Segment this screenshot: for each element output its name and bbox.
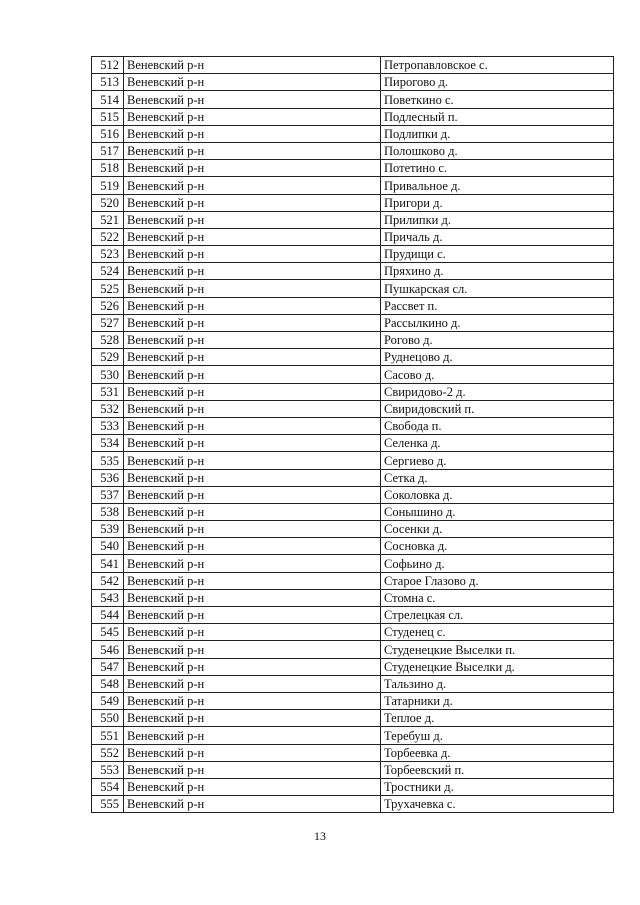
- district-cell: Веневский р-н: [124, 641, 381, 658]
- district-cell: Веневский р-н: [124, 349, 381, 366]
- settlement-cell: Софьино д.: [381, 555, 614, 572]
- row-number-cell: 514: [92, 91, 124, 108]
- row-number-cell: 516: [92, 125, 124, 142]
- row-number-cell: 543: [92, 589, 124, 606]
- table-row: [92, 572, 614, 589]
- table-row: [92, 469, 614, 486]
- settlement-cell: Старое Глазово д.: [381, 572, 614, 589]
- settlement-cell: Сонышино д.: [381, 503, 614, 520]
- table-row: [92, 349, 614, 366]
- settlement-cell: Привальное д.: [381, 177, 614, 194]
- district-cell: Веневский р-н: [124, 675, 381, 692]
- row-number-cell: 535: [92, 452, 124, 469]
- settlement-cell: Студенецкие Выселки д.: [381, 658, 614, 675]
- row-number-cell: 526: [92, 297, 124, 314]
- table-row: [92, 692, 614, 709]
- settlement-cell: Причаль д.: [381, 228, 614, 245]
- settlement-cell: Пирогово д.: [381, 74, 614, 91]
- row-number-cell: 513: [92, 74, 124, 91]
- settlement-cell: Татарники д.: [381, 692, 614, 709]
- district-cell: Веневский р-н: [124, 521, 381, 538]
- settlement-cell: Прилипки д.: [381, 211, 614, 228]
- settlement-cell: Подлипки д.: [381, 125, 614, 142]
- table-row: [92, 108, 614, 125]
- settlement-cell: Сергиево д.: [381, 452, 614, 469]
- row-number-cell: 534: [92, 435, 124, 452]
- table-row: [92, 280, 614, 297]
- settlement-cell: Селенка д.: [381, 435, 614, 452]
- district-cell: Веневский р-н: [124, 692, 381, 709]
- table-row: [92, 589, 614, 606]
- table-row: [92, 778, 614, 795]
- table-row: [92, 228, 614, 245]
- table-row: [92, 263, 614, 280]
- settlement-cell: Потетино с.: [381, 160, 614, 177]
- row-number-cell: 539: [92, 521, 124, 538]
- table-row: [92, 607, 614, 624]
- settlement-cell: Прудищи с.: [381, 246, 614, 263]
- district-cell: Веневский р-н: [124, 796, 381, 813]
- row-number-cell: 512: [92, 57, 124, 74]
- table-row: [92, 125, 614, 142]
- table-row: [92, 486, 614, 503]
- table-row: [92, 383, 614, 400]
- table-row: [92, 435, 614, 452]
- table-row: [92, 761, 614, 778]
- settlement-cell: Рогово д.: [381, 332, 614, 349]
- table-row: [92, 452, 614, 469]
- row-number-cell: 553: [92, 761, 124, 778]
- row-number-cell: 521: [92, 211, 124, 228]
- district-cell: Веневский р-н: [124, 142, 381, 159]
- settlement-cell: Рассвет п.: [381, 297, 614, 314]
- district-cell: Веневский р-н: [124, 228, 381, 245]
- row-number-cell: 519: [92, 177, 124, 194]
- table-row: [92, 332, 614, 349]
- table-row: [92, 555, 614, 572]
- table-row: [92, 624, 614, 641]
- district-cell: Веневский р-н: [124, 91, 381, 108]
- settlement-cell: Сетка д.: [381, 469, 614, 486]
- settlement-cell: Пряхино д.: [381, 263, 614, 280]
- table-row: [92, 538, 614, 555]
- row-number-cell: 515: [92, 108, 124, 125]
- district-cell: Веневский р-н: [124, 211, 381, 228]
- page-number: 13: [314, 829, 326, 843]
- district-cell: Веневский р-н: [124, 624, 381, 641]
- settlement-cell: Студенец с.: [381, 624, 614, 641]
- settlement-cell: Сосновка д.: [381, 538, 614, 555]
- district-cell: Веневский р-н: [124, 177, 381, 194]
- district-cell: Веневский р-н: [124, 572, 381, 589]
- district-cell: Веневский р-н: [124, 160, 381, 177]
- row-number-cell: 549: [92, 692, 124, 709]
- district-cell: Веневский р-н: [124, 778, 381, 795]
- row-number-cell: 517: [92, 142, 124, 159]
- table-row: [92, 74, 614, 91]
- district-cell: Веневский р-н: [124, 761, 381, 778]
- settlement-cell: Соколовка д.: [381, 486, 614, 503]
- settlement-cell: Теребуш д.: [381, 727, 614, 744]
- row-number-cell: 536: [92, 469, 124, 486]
- settlement-cell: Торбеевский п.: [381, 761, 614, 778]
- row-number-cell: 554: [92, 778, 124, 795]
- district-cell: Веневский р-н: [124, 744, 381, 761]
- row-number-cell: 550: [92, 710, 124, 727]
- district-cell: Веневский р-н: [124, 366, 381, 383]
- table-row: [92, 91, 614, 108]
- district-cell: Веневский р-н: [124, 503, 381, 520]
- table-row: [92, 417, 614, 434]
- row-number-cell: 551: [92, 727, 124, 744]
- district-cell: Веневский р-н: [124, 607, 381, 624]
- table-row: [92, 194, 614, 211]
- district-cell: Веневский р-н: [124, 452, 381, 469]
- settlement-cell: Тростники д.: [381, 778, 614, 795]
- table-row: [92, 744, 614, 761]
- district-cell: Веневский р-н: [124, 555, 381, 572]
- row-number-cell: 542: [92, 572, 124, 589]
- table-row: [92, 503, 614, 520]
- district-cell: Веневский р-н: [124, 280, 381, 297]
- settlement-cell: Сасово д.: [381, 366, 614, 383]
- table-row: [92, 710, 614, 727]
- row-number-cell: 548: [92, 675, 124, 692]
- table-body: [92, 57, 614, 813]
- table-row: [92, 160, 614, 177]
- table-row: [92, 211, 614, 228]
- row-number-cell: 544: [92, 607, 124, 624]
- settlement-cell: Рассылкино д.: [381, 314, 614, 331]
- settlement-cell: Студенецкие Выселки п.: [381, 641, 614, 658]
- row-number-cell: 529: [92, 349, 124, 366]
- row-number-cell: 537: [92, 486, 124, 503]
- settlement-cell: Сосенки д.: [381, 521, 614, 538]
- district-cell: Веневский р-н: [124, 658, 381, 675]
- table-row: [92, 177, 614, 194]
- settlement-cell: Стрелецкая сл.: [381, 607, 614, 624]
- settlement-cell: Свиридовский п.: [381, 400, 614, 417]
- table-row: [92, 641, 614, 658]
- row-number-cell: 532: [92, 400, 124, 417]
- row-number-cell: 552: [92, 744, 124, 761]
- settlement-cell: Пушкарская сл.: [381, 280, 614, 297]
- row-number-cell: 555: [92, 796, 124, 813]
- row-number-cell: 518: [92, 160, 124, 177]
- table-row: [92, 314, 614, 331]
- row-number-cell: 540: [92, 538, 124, 555]
- table-row: [92, 246, 614, 263]
- district-cell: Веневский р-н: [124, 74, 381, 91]
- settlement-cell: Тальзино д.: [381, 675, 614, 692]
- district-cell: Веневский р-н: [124, 435, 381, 452]
- settlement-cell: Свиридово-2 д.: [381, 383, 614, 400]
- district-cell: Веневский р-н: [124, 263, 381, 280]
- district-cell: Веневский р-н: [124, 486, 381, 503]
- row-number-cell: 530: [92, 366, 124, 383]
- row-number-cell: 528: [92, 332, 124, 349]
- settlement-cell: Петропавловское с.: [381, 57, 614, 74]
- district-cell: Веневский р-н: [124, 332, 381, 349]
- table-row: [92, 675, 614, 692]
- district-cell: Веневский р-н: [124, 589, 381, 606]
- settlement-cell: Теплое д.: [381, 710, 614, 727]
- district-cell: Веневский р-н: [124, 417, 381, 434]
- district-cell: Веневский р-н: [124, 710, 381, 727]
- row-number-cell: 541: [92, 555, 124, 572]
- settlement-cell: Подлесный п.: [381, 108, 614, 125]
- table-row: [92, 57, 614, 74]
- row-number-cell: 523: [92, 246, 124, 263]
- settlement-cell: Свобода п.: [381, 417, 614, 434]
- table-row: [92, 400, 614, 417]
- row-number-cell: 546: [92, 641, 124, 658]
- district-cell: Веневский р-н: [124, 727, 381, 744]
- settlement-cell: Трухачевка с.: [381, 796, 614, 813]
- settlement-cell: Торбеевка д.: [381, 744, 614, 761]
- table-row: [92, 521, 614, 538]
- settlement-cell: Полошково д.: [381, 142, 614, 159]
- row-number-cell: 538: [92, 503, 124, 520]
- district-cell: Веневский р-н: [124, 194, 381, 211]
- district-cell: Веневский р-н: [124, 314, 381, 331]
- settlement-cell: Пригори д.: [381, 194, 614, 211]
- district-cell: Веневский р-н: [124, 469, 381, 486]
- district-cell: Веневский р-н: [124, 383, 381, 400]
- district-cell: Веневский р-н: [124, 538, 381, 555]
- district-cell: Веневский р-н: [124, 246, 381, 263]
- settlements-table: [91, 56, 614, 813]
- row-number-cell: 522: [92, 228, 124, 245]
- row-number-cell: 525: [92, 280, 124, 297]
- district-cell: Веневский р-н: [124, 125, 381, 142]
- row-number-cell: 533: [92, 417, 124, 434]
- settlement-cell: Поветкино с.: [381, 91, 614, 108]
- row-number-cell: 547: [92, 658, 124, 675]
- settlement-cell: Стомна с.: [381, 589, 614, 606]
- table-row: [92, 297, 614, 314]
- district-cell: Веневский р-н: [124, 297, 381, 314]
- row-number-cell: 531: [92, 383, 124, 400]
- table-row: [92, 727, 614, 744]
- row-number-cell: 520: [92, 194, 124, 211]
- table-row: [92, 366, 614, 383]
- table-row: [92, 796, 614, 813]
- row-number-cell: 545: [92, 624, 124, 641]
- settlement-cell: Руднецово д.: [381, 349, 614, 366]
- table-row: [92, 142, 614, 159]
- row-number-cell: 527: [92, 314, 124, 331]
- row-number-cell: 524: [92, 263, 124, 280]
- district-cell: Веневский р-н: [124, 108, 381, 125]
- district-cell: Веневский р-н: [124, 57, 381, 74]
- district-cell: Веневский р-н: [124, 400, 381, 417]
- table-row: [92, 658, 614, 675]
